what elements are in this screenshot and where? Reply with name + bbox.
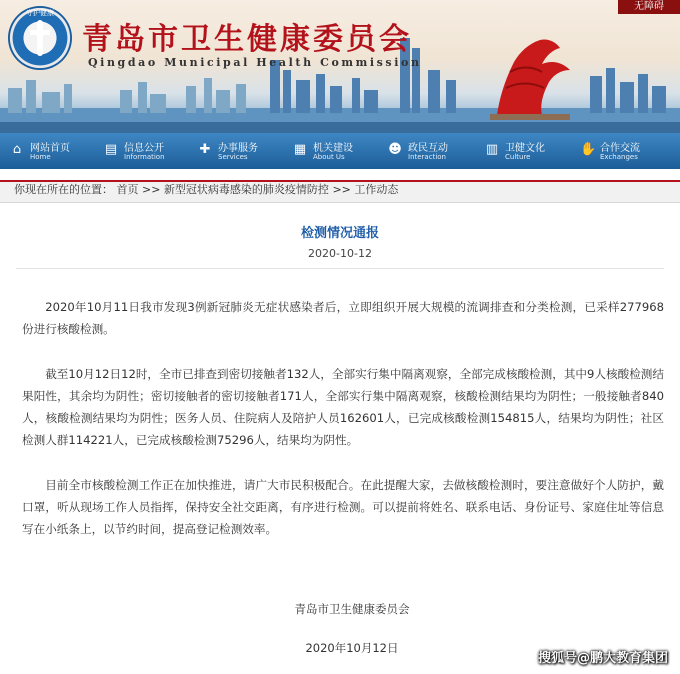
nav-label: 政民互动 [408, 143, 448, 154]
breadcrumb-section-link[interactable]: 新型冠状病毒感染的肺炎疫情防控 [163, 183, 329, 196]
breadcrumb-underline [0, 180, 680, 182]
nav-sublabel: Information [124, 153, 165, 161]
nav-sublabel: Services [218, 153, 248, 161]
book-icon: ▥ [485, 142, 499, 157]
breadcrumb-separator: >> [332, 183, 351, 196]
article-signature-date: 2020年10月12日 [305, 641, 399, 655]
breadcrumb-separator: >> [142, 183, 161, 196]
site-header [0, 0, 680, 133]
nav-label: 网站首页 [30, 143, 70, 154]
nav-sublabel: Exchanges [600, 153, 638, 161]
breadcrumb-home-link[interactable]: 首页 [116, 183, 139, 196]
article-date: 2020-10-12 [308, 247, 372, 260]
nav-sublabel: Culture [505, 153, 531, 161]
nav-label: 办事服务 [218, 143, 258, 154]
breadcrumb-prefix: 你现在所在的位置： [14, 183, 113, 196]
nav-label: 机关建设 [313, 143, 353, 154]
article-paragraph: 2020年10月11日我市发现3例新冠肺炎无症状感染者后，立即组织开展大规模的流调排查和分类检测，已采样277968份进行核酸检测。 [22, 300, 664, 336]
org-name-english: Qingdao Municipal Health Commission [88, 56, 422, 69]
commission-emblem-logo [8, 6, 72, 70]
nav-sublabel: Home [30, 153, 51, 161]
nav-sublabel: Interaction [408, 153, 446, 161]
main-navigation [0, 133, 680, 169]
people-icon: ☻ [388, 142, 402, 157]
accessibility-link[interactable]: 无障碍 [618, 0, 680, 14]
breadcrumb [0, 180, 680, 203]
nav-sublabel: About Us [313, 153, 345, 161]
breadcrumb-current-link[interactable]: 工作动态 [354, 183, 399, 196]
nav-label: 合作交流 [600, 143, 640, 154]
emblem-text: 守护健康 [26, 9, 54, 17]
service-icon: ✚ [199, 142, 211, 157]
article-title: 检测情况通报 [300, 226, 379, 241]
handshake-icon: ✋ [580, 142, 597, 157]
building-icon: ▦ [293, 142, 307, 157]
nav-label: 信息公开 [124, 143, 164, 154]
document-icon: ▤ [104, 142, 118, 157]
article-paragraph: 目前全市核酸检测工作正在加快推进，请广大市民积极配合。在此提醒大家，去做核酸检测时，要注意做好个人防护，戴口罩，听从现场工作人员指挥，保持安全社交距离，有序进行检测。可以提前将姓名、联系电话、身份证号、家庭住址等信息写在小纸条上，以节约时间，提高登记检测效率。 [22, 478, 664, 536]
nav-label: 卫健文化 [505, 143, 545, 154]
article-paragraph: 截至10月12日12时，全市已排查到密切接触者132人，全部实行集中隔离观察，全部完成核酸检测，其中9人核酸检测结果阳性，其余均为阴性；密切接触者的密切接触者171人，全部实行集中隔离观察，核酸检测结果均为阴性；一般接触者840人，核酸检测结果均为阴性；医务人员、住院病人及陪护人员162601人，已完成核酸检测154815人，结果均为阴性；社区检测人群114221人，已完成核酸检测75296人，结果均为阴性。 [22, 367, 664, 447]
home-icon: ⌂ [12, 142, 22, 157]
article-signature: 青岛市卫生健康委员会 [294, 602, 410, 616]
title-divider [16, 268, 664, 269]
org-name-chinese: 青岛市卫生健康委员会 [82, 22, 412, 57]
sohu-watermark: 搜狐号@鹏大教育集团 [537, 651, 668, 666]
